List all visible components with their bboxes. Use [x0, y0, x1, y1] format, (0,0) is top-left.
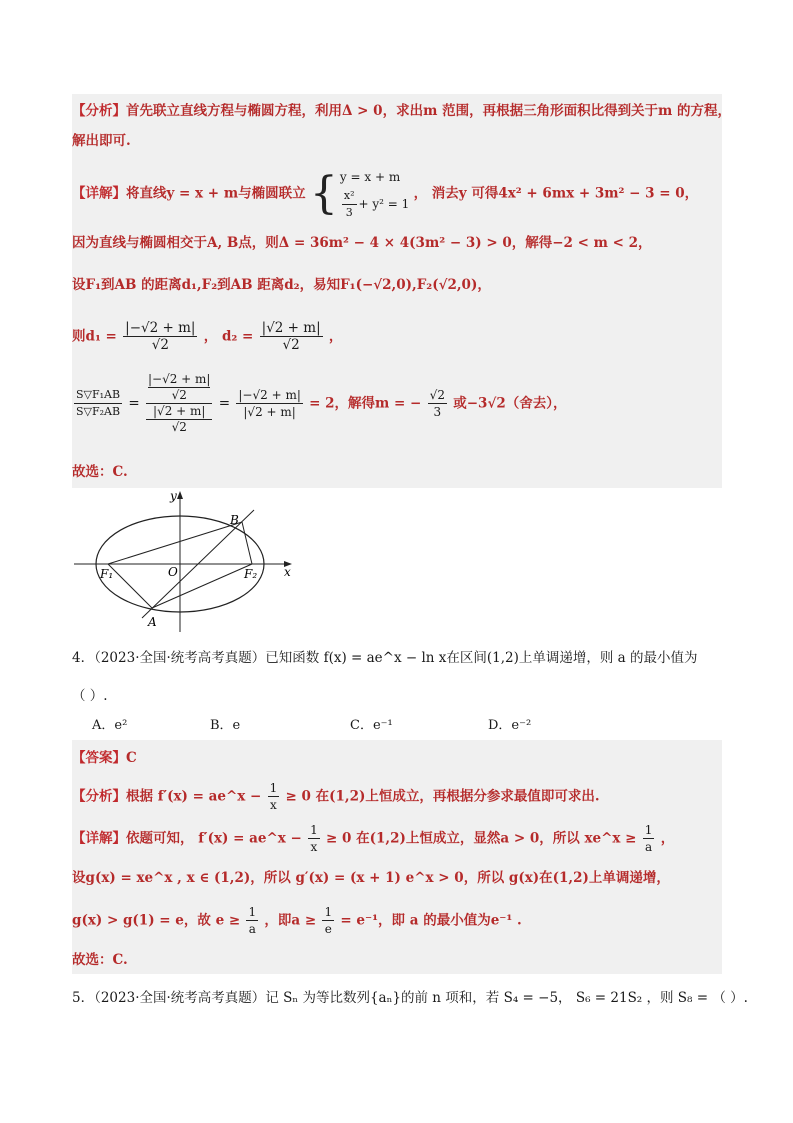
detail-line-2: 因为直线与椭圆相交于A, B点，则Δ = 36m² − 4 × 4(3m² − 3) > 0，解得−2 < m < 2， — [72, 235, 652, 251]
q4-detail-line-2: 设g(x) = xe^x , x ∈ (1,2)，所以 g′(x) = (x + 1) e^x > 0，所以 g(x)在(1,2)上单调递增， — [72, 870, 670, 886]
label-f1: F₁ — [100, 567, 114, 581]
label-o: O — [168, 565, 178, 579]
option-d: D．e⁻² — [488, 718, 532, 733]
ellipse-figure — [72, 488, 296, 634]
solution-block-4 — [72, 740, 722, 974]
choice-line-4: 故选：C. — [72, 952, 128, 968]
question-4-stem-2: （ ）. — [72, 688, 108, 704]
option-b: B．e — [210, 718, 241, 733]
detail-line-1: 【详解】将直线y = x + m与椭圆联立 { y = x + m $\frac{\text{x²}}{3}$ + y² = 1 ， 消去y 可得4x² + 6mx + 3m² − 3 = 0， — [72, 167, 699, 219]
label-x: x — [284, 565, 291, 579]
question-4-stem: 4．（2023·全国·统考高考真题）已知函数 f(x) = ae^x − ln x在区间(1,2)上单调递增，则 a 的最小值为 — [72, 650, 698, 666]
ellipse-diagram — [72, 488, 296, 634]
analysis-line: 【分析】首先联立直线方程与椭圆方程，利用Δ > 0，求出m 范围，再根据三角形面积比得到关于m 的方程， — [72, 103, 732, 119]
equation-system: y = x + m $\frac{\text{x²}}{3}$ + y² = 1 — [339, 170, 410, 219]
equation-system-brace: { — [309, 167, 338, 219]
label-f2: F₂ — [244, 567, 258, 581]
question-5-stem: 5．（2023·全国·统考高考真题）记 Sₙ 为等比数列{aₙ}的前 n 项和，若 S₄ = −5， S₆ = 21S₂ ，则 S₈ = （ ）. — [72, 990, 748, 1006]
q4-detail-line-3: g(x) > g(1) = e，故 e ≥ $\frac{1}{a}$ ，即a ≥ $\frac{1}{e}$ = e⁻¹，即 a 的最小值为e⁻¹ . — [72, 905, 522, 936]
label-y: y — [170, 489, 177, 503]
area-ratio-formula: $\frac{\text{S▽F₁AB}}{\text{S▽F₂AB}}$ = |−√2 + m| √2 |√2 + m| √2 = $\frac{|-√2 + m|}{|√2 + m|}$ = 2，解得m = − $\frac{√2}{3}$ 或−3√2（舍去）， — [76, 372, 567, 434]
label-a: A — [148, 615, 157, 629]
q4-detail-line: 【详解】依题可知， f′(x) = ae^x − $\frac{1}{x}$ ≥ 0 在(1,2)上恒成立，显然a > 0，所以 xe^x ≥ $\frac{1}{a}$ ， — [72, 823, 675, 854]
option-c: C．e⁻¹ — [350, 718, 393, 733]
detail-line-3: 设F₁到AB 的距离d₁,F₂到AB 距离d₂，易知F₁(−√2,0),F₂(√2,0)， — [72, 277, 491, 293]
choice-line-3: 故选：C. — [72, 464, 128, 480]
q4-analysis-line: 【分析】根据 f′(x) = ae^x − $\frac{1}{x}$ ≥ 0 在(1,2)上恒成立，再根据分参求最值即可求出. — [72, 781, 600, 812]
label-b: B — [230, 513, 239, 527]
option-a: A．e² — [92, 718, 128, 733]
answer-line: 【答案】C — [72, 750, 137, 766]
analysis-line-2: 解出即可. — [72, 133, 131, 149]
distance-formula: 则d₁ = $\frac{|-√2 + m|}{√2}$ ， d₂ = $\frac{|√2 + m|}{√2}$ ， — [72, 320, 343, 353]
